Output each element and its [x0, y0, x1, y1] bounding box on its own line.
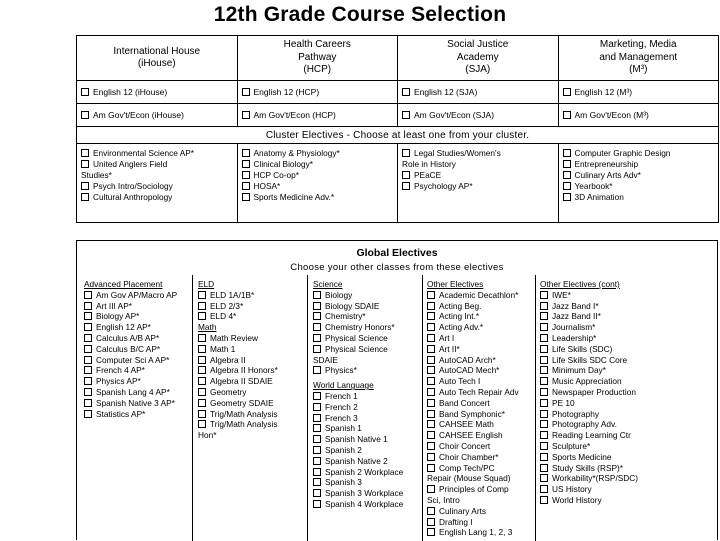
course-option[interactable]: English 12 (M³)	[558, 81, 719, 104]
course-option[interactable]: Spanish 3 Workplace	[313, 488, 403, 499]
checkbox[interactable]	[540, 377, 548, 385]
course-option[interactable]: CAHSEE Math	[427, 419, 519, 430]
course-option[interactable]: Jazz Band I*	[540, 301, 638, 312]
checkbox[interactable]	[81, 160, 89, 168]
course-option[interactable]: ELD 4*	[198, 311, 278, 322]
course-option[interactable]: PE 10	[540, 398, 638, 409]
checkbox[interactable]	[313, 424, 321, 432]
course-option[interactable]: PEaCE	[402, 170, 554, 181]
checkbox[interactable]	[427, 431, 435, 439]
course-option[interactable]: French 4 AP*	[84, 365, 177, 376]
other-electives-column	[427, 279, 519, 538]
course-option[interactable]: Band Symphonic*	[427, 409, 519, 420]
checkbox[interactable]	[427, 399, 435, 407]
course-option-wrap: Role in History	[402, 159, 456, 169]
column-divider	[307, 275, 308, 541]
course-option[interactable]: Geometry	[198, 387, 278, 398]
course-option[interactable]: Comp Tech/PC	[427, 463, 519, 474]
course-option[interactable]: Legal Studies/Women's	[402, 148, 554, 159]
course-option[interactable]: Photography Adv.	[540, 419, 638, 430]
course-option[interactable]: English Lang 1, 2, 3	[427, 527, 519, 538]
course-option[interactable]: Cultural Anthropology	[81, 192, 233, 203]
course-option[interactable]: French 1	[313, 391, 403, 402]
course-option[interactable]: Music Appreciation	[540, 376, 638, 387]
checkbox[interactable]	[242, 111, 250, 119]
checkbox[interactable]	[427, 485, 435, 493]
science-heading: Science	[313, 279, 343, 289]
checkbox[interactable]	[81, 149, 89, 157]
course-option[interactable]: Art II*	[427, 344, 519, 355]
eld-math-column	[198, 279, 278, 441]
course-option[interactable]: French 3	[313, 413, 403, 424]
checkbox[interactable]	[427, 388, 435, 396]
checkbox[interactable]	[81, 88, 89, 96]
course-option[interactable]: 3D Animation	[563, 192, 715, 203]
checkbox[interactable]	[198, 388, 206, 396]
other-electives-heading: Other Electives	[427, 279, 484, 289]
course-option[interactable]: Chemistry*	[313, 311, 403, 322]
course-option[interactable]: English 12 AP*	[84, 322, 177, 333]
checkbox[interactable]	[540, 474, 548, 482]
course-option[interactable]: IWE*	[540, 290, 638, 301]
checkbox[interactable]	[402, 111, 410, 119]
checkbox[interactable]	[81, 193, 89, 201]
checkbox[interactable]	[84, 302, 92, 310]
pathway-header-hcp: Health Careers Pathway (HCP)	[237, 36, 398, 81]
course-option[interactable]: Physical Science	[313, 333, 403, 344]
course-option[interactable]: Computer Graphic Design	[563, 148, 715, 159]
course-option[interactable]: Journalism*	[540, 322, 638, 333]
checkbox[interactable]	[402, 182, 410, 190]
course-option[interactable]: Art I	[427, 333, 519, 344]
checkbox[interactable]	[427, 345, 435, 353]
course-option[interactable]: Computer Sci A AP*	[84, 355, 177, 366]
course-option[interactable]: Spanish Lang 4 AP*	[84, 387, 177, 398]
checkbox[interactable]	[198, 356, 206, 364]
checkbox[interactable]	[563, 149, 571, 157]
course-option[interactable]: English 12 (SJA)	[398, 81, 559, 104]
checkbox[interactable]	[563, 88, 571, 96]
global-electives-subtitle: Choose your other classes from these electives	[290, 262, 504, 273]
course-option[interactable]: Am Gov AP/Macro AP	[84, 290, 177, 301]
checkbox[interactable]	[313, 312, 321, 320]
course-option[interactable]: Physics AP*	[84, 376, 177, 387]
course-option[interactable]: Biology AP*	[84, 311, 177, 322]
course-option[interactable]: Academic Decathlon*	[427, 290, 519, 301]
course-option[interactable]: AutoCAD Arch*	[427, 355, 519, 366]
cluster-electives-heading: Cluster Electives - Choose at least one from your cluster.	[77, 127, 719, 144]
course-option[interactable]: Spanish 2 Workplace	[313, 467, 403, 478]
column-divider	[422, 275, 423, 541]
course-option[interactable]: Psychology AP*	[402, 181, 554, 192]
checkbox[interactable]	[540, 291, 548, 299]
course-option[interactable]: ELD 1A/1B*	[198, 290, 278, 301]
checkbox[interactable]	[540, 345, 548, 353]
checkbox[interactable]	[427, 302, 435, 310]
course-option-wrap: Sci, Intro	[427, 494, 460, 505]
course-option[interactable]: Sculpture*	[540, 441, 638, 452]
checkbox[interactable]	[427, 464, 435, 472]
checkbox[interactable]	[313, 291, 321, 299]
course-option[interactable]: Spanish 4 Workplace	[313, 499, 403, 510]
other-electives-cont-heading: Other Electives (cont)	[540, 279, 620, 289]
checkbox[interactable]	[540, 312, 548, 320]
course-option[interactable]: Leadership*	[540, 333, 638, 344]
checkbox[interactable]	[84, 366, 92, 374]
course-option-wrap: Studies*	[81, 170, 112, 180]
course-option[interactable]: Chemistry Honors*	[313, 322, 403, 333]
cluster-ihouse	[77, 144, 238, 223]
course-option[interactable]: English 12 (iHouse)	[77, 81, 238, 104]
course-option[interactable]: US History	[540, 484, 638, 495]
global-electives-title: Global Electives	[356, 247, 438, 259]
checkbox[interactable]	[84, 312, 92, 320]
course-option-wrap: Repair (Mouse Squad)	[427, 473, 511, 484]
checkbox[interactable]	[402, 171, 410, 179]
checkbox[interactable]	[540, 302, 548, 310]
checkbox[interactable]	[242, 182, 250, 190]
course-option[interactable]: Algebra II SDAIE	[198, 376, 278, 387]
checkbox[interactable]	[313, 500, 321, 508]
course-option[interactable]: Sports Medicine	[540, 452, 638, 463]
course-option[interactable]: Algebra II	[198, 355, 278, 366]
ap-column	[84, 279, 177, 419]
checkbox[interactable]	[198, 334, 206, 342]
checkbox[interactable]	[427, 410, 435, 418]
checkbox[interactable]	[427, 442, 435, 450]
checkbox[interactable]	[563, 160, 571, 168]
course-option[interactable]: Culinary Arts	[427, 506, 519, 517]
checkbox[interactable]	[563, 171, 571, 179]
pathway-header-m3: Marketing, Media and Management (M³)	[558, 36, 719, 81]
column-divider	[192, 275, 193, 541]
checkbox[interactable]	[427, 377, 435, 385]
econ-row	[77, 104, 719, 127]
course-option[interactable]: Geometry SDAIE	[198, 398, 278, 409]
checkbox[interactable]	[313, 403, 321, 411]
course-option[interactable]: Choir Concert	[427, 441, 519, 452]
course-option[interactable]: Environmental Science AP*	[81, 148, 233, 159]
checkbox[interactable]	[198, 291, 206, 299]
checkbox[interactable]	[242, 160, 250, 168]
checkbox[interactable]	[540, 496, 548, 504]
checkbox[interactable]	[313, 345, 321, 353]
checkbox[interactable]	[402, 149, 410, 157]
other-electives-cont-column	[540, 279, 638, 506]
checkbox[interactable]	[84, 356, 92, 364]
checkbox[interactable]	[313, 366, 321, 374]
course-option[interactable]: Minimum Day*	[540, 365, 638, 376]
checkbox[interactable]	[540, 366, 548, 374]
course-option[interactable]: HCP Co-op*	[242, 170, 394, 181]
course-option[interactable]: Auto Tech Repair Adv	[427, 387, 519, 398]
checkbox[interactable]	[198, 302, 206, 310]
course-option[interactable]: Study Skills (RSP)*	[540, 463, 638, 474]
checkbox[interactable]	[84, 388, 92, 396]
checkbox[interactable]	[540, 485, 548, 493]
checkbox[interactable]	[540, 356, 548, 364]
course-option[interactable]: Drafting I	[427, 517, 519, 528]
course-option[interactable]: Choir Chamber*	[427, 452, 519, 463]
eld-heading: ELD	[198, 279, 215, 289]
checkbox[interactable]	[313, 468, 321, 476]
checkbox[interactable]	[81, 111, 89, 119]
course-option[interactable]: Spanish Native 2	[313, 456, 403, 467]
course-option[interactable]: Photography	[540, 409, 638, 420]
cluster-electives-row	[77, 144, 719, 223]
english-row	[77, 81, 719, 104]
checkbox[interactable]	[242, 88, 250, 96]
checkbox[interactable]	[313, 302, 321, 310]
checkbox[interactable]	[198, 312, 206, 320]
checkbox[interactable]	[84, 377, 92, 385]
cluster-hcp	[237, 144, 398, 223]
course-option[interactable]: Sports Medicine Adv.*	[242, 192, 394, 203]
course-option[interactable]: Yearbook*	[563, 181, 715, 192]
course-option[interactable]: Workability*(RSP/SDC)	[540, 473, 638, 484]
checkbox[interactable]	[242, 149, 250, 157]
checkbox[interactable]	[540, 399, 548, 407]
course-option[interactable]: Life Skills SDC Core	[540, 355, 638, 366]
checkbox[interactable]	[427, 291, 435, 299]
checkbox[interactable]	[540, 442, 548, 450]
checkbox[interactable]	[313, 414, 321, 422]
pathway-header-row	[77, 36, 719, 81]
pathway-header-sja: Social Justice Academy (SJA)	[398, 36, 559, 81]
course-option[interactable]: Acting Adv.*	[427, 322, 519, 333]
course-option[interactable]: Culinary Arts Adv*	[563, 170, 715, 181]
checkbox[interactable]	[198, 377, 206, 385]
checkbox[interactable]	[540, 323, 548, 331]
course-option[interactable]: Spanish 2	[313, 445, 403, 456]
course-option[interactable]: Spanish Native 1	[313, 434, 403, 445]
course-option[interactable]: Acting Int.*	[427, 311, 519, 322]
course-option[interactable]: Reading Learning Ctr	[540, 430, 638, 441]
course-option[interactable]: Auto Tech I	[427, 376, 519, 387]
checkbox[interactable]	[84, 399, 92, 407]
course-option[interactable]: Trig/Math Analysis	[198, 419, 278, 430]
course-option[interactable]: Physical Science	[313, 344, 403, 355]
course-option[interactable]: Statistics AP*	[84, 409, 177, 420]
checkbox[interactable]	[313, 457, 321, 465]
course-option[interactable]: Am Gov't/Econ (SJA)	[398, 104, 559, 127]
course-option[interactable]: Calculus A/B AP*	[84, 333, 177, 344]
course-option[interactable]: Newspaper Production	[540, 387, 638, 398]
pathway-table	[76, 35, 719, 223]
science-language-column	[313, 279, 403, 510]
checkbox[interactable]	[427, 366, 435, 374]
checkbox[interactable]	[427, 334, 435, 342]
checkbox[interactable]	[427, 312, 435, 320]
course-option[interactable]: Math Review	[198, 333, 278, 344]
checkbox[interactable]	[540, 453, 548, 461]
cluster-sja	[398, 144, 559, 223]
course-option[interactable]: Entrepreneurship	[563, 159, 715, 170]
checkbox[interactable]	[402, 88, 410, 96]
course-option[interactable]: Spanish 3	[313, 477, 403, 488]
checkbox[interactable]	[540, 420, 548, 428]
checkbox[interactable]	[540, 410, 548, 418]
checkbox[interactable]	[563, 193, 571, 201]
checkbox[interactable]	[427, 528, 435, 536]
course-option-wrap: Hon*	[198, 430, 217, 441]
cluster-m3	[558, 144, 719, 223]
course-option[interactable]: HOSA*	[242, 181, 394, 192]
course-option[interactable]: United Anglers Field	[81, 159, 233, 170]
checkbox[interactable]	[84, 334, 92, 342]
course-option[interactable]: Am Gov't/Econ (M³)	[558, 104, 719, 127]
checkbox[interactable]	[427, 356, 435, 364]
course-option[interactable]: Spanish Native 3 AP*	[84, 398, 177, 409]
course-option[interactable]: Art III AP*	[84, 301, 177, 312]
course-option[interactable]: Math 1	[198, 344, 278, 355]
course-option[interactable]: Jazz Band II*	[540, 311, 638, 322]
checkbox[interactable]	[540, 388, 548, 396]
checkbox[interactable]	[427, 453, 435, 461]
checkbox[interactable]	[313, 392, 321, 400]
course-option[interactable]: Spanish 1	[313, 423, 403, 434]
checkbox[interactable]	[313, 323, 321, 331]
course-option[interactable]: Clinical Biology*	[242, 159, 394, 170]
checkbox[interactable]	[427, 507, 435, 515]
checkbox[interactable]	[540, 334, 548, 342]
course-option[interactable]: English 12 (HCP)	[237, 81, 398, 104]
checkbox[interactable]	[84, 323, 92, 331]
checkbox[interactable]	[427, 420, 435, 428]
checkbox[interactable]	[198, 420, 206, 428]
course-option[interactable]: Trig/Math Analysis	[198, 409, 278, 420]
checkbox[interactable]	[313, 478, 321, 486]
checkbox[interactable]	[81, 182, 89, 190]
checkbox[interactable]	[313, 334, 321, 342]
checkbox[interactable]	[198, 366, 206, 374]
column-divider	[535, 275, 536, 541]
checkbox[interactable]	[563, 111, 571, 119]
checkbox[interactable]	[563, 182, 571, 190]
math-heading: Math	[198, 322, 217, 333]
course-option[interactable]: Acting Beg.	[427, 301, 519, 312]
checkbox[interactable]	[84, 410, 92, 418]
course-option[interactable]: Calculus B/C AP*	[84, 344, 177, 355]
course-option[interactable]: Psych Intro/Sociology	[81, 181, 233, 192]
course-option[interactable]: World History	[540, 495, 638, 506]
checkbox[interactable]	[427, 518, 435, 526]
checkbox[interactable]	[198, 410, 206, 418]
course-option[interactable]: ELD 2/3*	[198, 301, 278, 312]
course-option[interactable]: Band Concert	[427, 398, 519, 409]
checkbox[interactable]	[313, 435, 321, 443]
checkbox[interactable]	[84, 291, 92, 299]
course-option[interactable]: French 2	[313, 402, 403, 413]
checkbox[interactable]	[313, 489, 321, 497]
course-option[interactable]: Biology	[313, 290, 403, 301]
page-title: 12th Grade Course Selection	[213, 3, 507, 26]
world-language-heading: World Language	[313, 380, 374, 391]
checkbox[interactable]	[242, 171, 250, 179]
course-option[interactable]: Am Gov't/Econ (iHouse)	[77, 104, 238, 127]
checkbox[interactable]	[540, 431, 548, 439]
ap-heading: Advanced Placement	[84, 279, 163, 289]
checkbox[interactable]	[540, 464, 548, 472]
course-option[interactable]: Biology SDAIE	[313, 301, 403, 312]
course-option[interactable]: CAHSEE English	[427, 430, 519, 441]
course-option[interactable]: Physics*	[313, 365, 403, 376]
checkbox[interactable]	[198, 345, 206, 353]
pathway-header-ihouse: International House (iHouse)	[77, 36, 238, 81]
cluster-electives-bar	[77, 127, 719, 144]
course-option-wrap: SDAIE	[313, 354, 338, 365]
global-electives-section	[76, 240, 718, 540]
course-option[interactable]: AutoCAD Mech*	[427, 365, 519, 376]
checkbox[interactable]	[198, 399, 206, 407]
checkbox[interactable]	[313, 446, 321, 454]
checkbox[interactable]	[242, 193, 250, 201]
checkbox[interactable]	[427, 323, 435, 331]
course-option[interactable]: Algebra II Honors*	[198, 365, 278, 376]
course-option[interactable]: Principles of Comp	[427, 484, 519, 495]
course-option[interactable]: Anatomy & Physiology*	[242, 148, 394, 159]
course-option[interactable]: Life Skills (SDC)	[540, 344, 638, 355]
checkbox[interactable]	[84, 345, 92, 353]
course-option[interactable]: Am Gov't/Econ (HCP)	[237, 104, 398, 127]
